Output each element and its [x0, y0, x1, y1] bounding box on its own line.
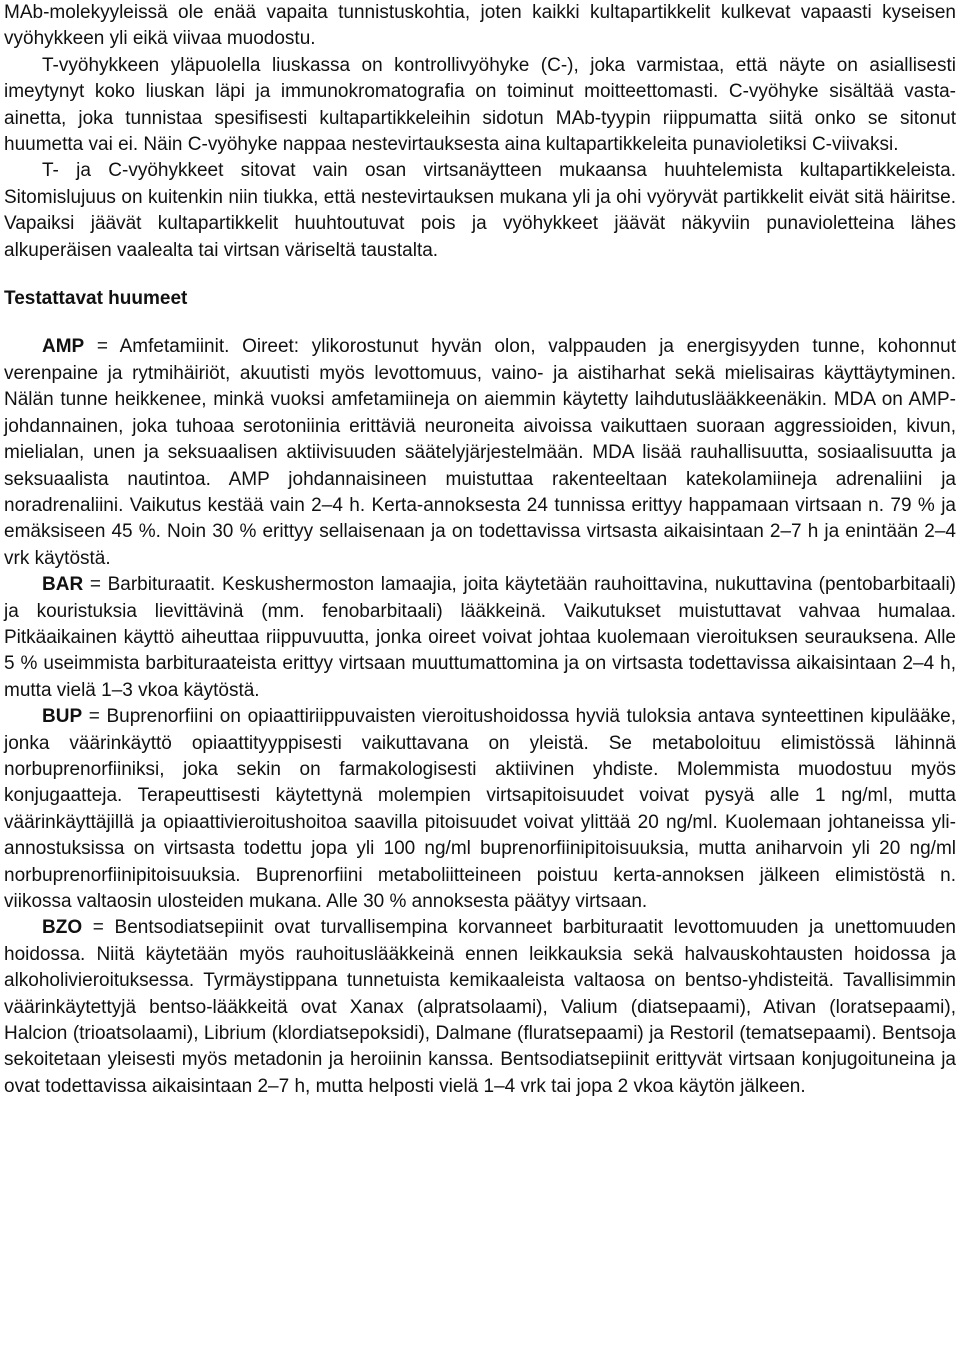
- drug-description: = Bentsodiatsepiinit ovat turvallisempina korvanneet barbituraatit levottomuuden ja unettomuuden hoidossa. Niitä käytetään myös rauhoituslääkkeinä ennen leikkauksia sekä halvauskohtausten hoidossa ja alkoholivieroituksessa. Tyrmäystippana tunnetuista kemikaaleista valtaosa on bentso-yhdisteitä. Tavallisimmin väärinkäytettyjä bentso-lääkkeitä ovat Xanax (alpratsolaami), Valium (diatsepaami), Ativan (loratsepaami), Halcion (trioatsolaami), Librium (klordiatsepoksidi), Dalmane (fluratsepaami) ja Restoril (tematsepaami). Bentsoja sekoitetaan yleisesti myös metadonin ja heroiinin kanssa. Bentsodiatsepiinit erittyvät virtsaan konjugoituneina ja ovat todettavissa aikaisintaan 2–7 h, mutta helposti vielä 1–4 vrk tai jopa 2 vkoa käytön jälkeen.: [4, 917, 956, 1097]
- drug-entry-bup: [4, 704, 956, 915]
- intro-paragraph-3: T- ja C-vyöhykkeet sitovat vain osan virtsanäytteen mukaansa huuhtelemista kultapartikkeleista. Sitomislujuus on kuitenkin niin tiukka, että nestevirtauksen mukana yli ja ohi vyöryvät partikkelit eivät sitä häiritse. Vapaiksi jäävät kultapartikkelit huuhtoutuvat pois ja vyöhykkeet jäävät näkyviin punavioletteina lähes alkuperäisen vaalealta tai virtsan väriseltä taustalta.: [4, 160, 956, 261]
- drug-term: BUP: [42, 706, 83, 728]
- drug-description: = Amfetamiinit. Oireet: ylikorostunut hyvän olon, valppauden ja energisyyden tunne, kohonnut verenpaine ja rytmihäiriöt, akuutisti myös levottomuus, vaino- ja aistiharhat sekä mielisairas käyttäytyminen. Nälän tunne heikkenee, minkä vuoksi amfetamiineja on aiemmin käytetty laihdutuslääkkeenäkin. MDA on AMP-johdannainen, joka tuhoaa serotoniinia erittäviä neuroneita aivoissa vaikuttaen suoraan aggressioiden, kivun, mielialan, unen ja seksuaalisen aktiivisuuden säätelyjärjestelmään. MDA lisää rauhallisuutta, sosiaalisuutta ja seksuaalista nautintoa. AMP johdannaisineen muistuttaa rakenteeltaan katekolamiineja adrenaliini ja noradrenaliini. Vaikutus kestää vain 2–4 h. Kerta-annoksesta 24 tunnissa erittyy happamaan virtsaan n. 79 % ja emäksiseen 45 %. Noin 30 % erittyy sellaisenaan ja on todettavissa virtsasta aikaisintaan 2–7 h ja enintään 2–4 vrk käytöstä.: [4, 336, 956, 569]
- intro-paragraph-2: T-vyöhykkeen yläpuolella liuskassa on kontrollivyöhyke (C-), joka varmistaa, että näyte on asiallisesti imeytynyt koko liuskan läpi ja immunokromatografia on toiminut moitteettomasti. C-vyöhyke sisältää vasta-ainetta, joka tunnistaa spesifisesti kultapartikkeleihin sidotun MAb-tyypin riippumatta siitä onko se sitonut huumetta vai ei. Näin C-vyöhyke nappaa nestevirtauksesta aina kultapartikkeleita punavioletiksi C-viivaksi.: [4, 54, 956, 156]
- section-spacer: [4, 264, 956, 286]
- drug-term: BAR: [42, 574, 84, 596]
- drug-entry-bar: [4, 572, 956, 704]
- drug-description: = Barbituraatit. Keskushermoston lamaajia, joita käytetään rauhoittavina, nukuttavina (pentobarbitaali) ja kouristuksia lievittävinä (mm. fenobarbitaali) lääkkeinä. Vaikutukset muistuttavat vahvaa humalaa. Pitkäaikainen käyttö aiheuttaa riippuvuutta, jonka oireet voivat johtaa kuolemaan vieroituksen seurauksena. Alle 5 % useimmista barbituraateista erittyy virtsaan muuttumattomina ja on virtsasta todettavissa aikaisintaan 2–4 h, mutta vielä 1–3 vkoa käytöstä.: [4, 574, 956, 701]
- drug-entry-amp: [4, 334, 956, 572]
- drug-term: BZO: [42, 917, 83, 939]
- intro-paragraph-1: MAb-molekyyleissä ole enää vapaita tunnistuskohtia, joten kaikki kultapartikkelit kulkevat vapaasti kyseisen vyöhykkeen yli eikä viivaa muodostu.: [4, 2, 956, 50]
- section-heading: Testattavat huumeet: [4, 288, 188, 310]
- document-page: [4, 0, 956, 1100]
- drug-description: = Buprenorfiini on opiaattiriippuvaisten vieroitushoidossa hyviä tuloksia antava synteettinen kipulääke, jonka väärinkäyttö opiaattityyppisesti vaikuttavana on yleistä. Se metaboloituu elimistössä lähinnä norbuprenorfiiniksi, joka sekin on farmakologisesti aktiivinen yhdiste. Molemmista muodostuu myös konjugaatteja. Terapeuttisesti käytettynä molempien virtsapitoisuudet voivat pysyä alle 1 ng/ml, mutta väärinkäyttäjillä ja opiaattivieroitushoitoa saavilla pitoisuudet voivat ylittää 20 ng/ml. Kuolemaan johtaneissa yliannostuksissa on virtsasta todettu jopa yli 100 ng/ml buprenorfiinipitoisuuksia, mutta aniharvoin yli 20 ng/ml norbuprenorfiinipitoisuuksia. Buprenorfiini metaboliitteineen poistuu kerta-annoksen jälkeen elimistöstä n. viikossa valtaosin ulosteiden mukana. Alle 30 % annoksesta päätyy virtsaan.: [4, 706, 956, 912]
- drug-entry-bzo: [4, 915, 956, 1100]
- drug-term: AMP: [42, 336, 85, 358]
- section-spacer: [4, 312, 956, 334]
